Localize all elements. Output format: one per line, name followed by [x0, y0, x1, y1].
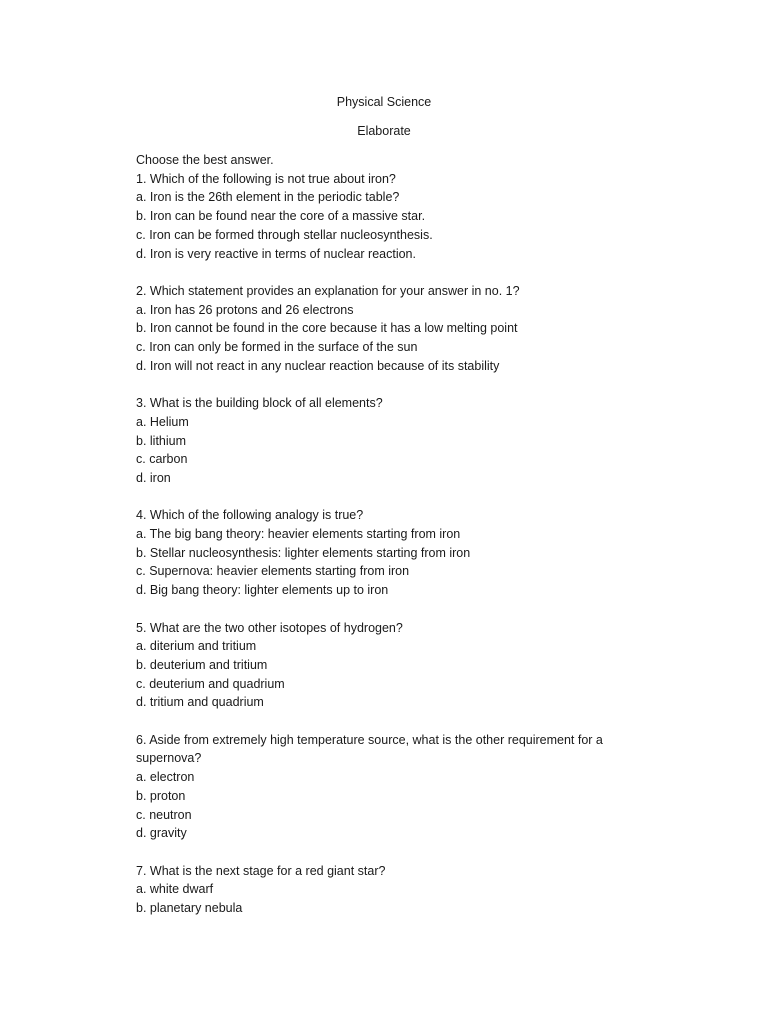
question-4	[136, 506, 636, 600]
question-text: 6. Aside from extremely high temperature source, what is the other requirement for a supernova?	[136, 732, 603, 766]
option-a: a. Iron has 26 protons and 26 electrons	[136, 302, 354, 317]
question-1	[136, 170, 636, 264]
spacer	[136, 712, 636, 731]
question-7	[136, 862, 636, 918]
question-3	[136, 394, 636, 488]
option-a: a. Helium	[136, 414, 189, 429]
option-c: c. Iron can be formed through stellar nucleosynthesis.	[136, 227, 433, 242]
question-text: 2. Which statement provides an explanation for your answer in no. 1?	[136, 283, 520, 298]
question-6	[136, 731, 636, 843]
option-b: b. Iron cannot be found in the core because it has a low melting point	[136, 321, 518, 336]
option-b: b. proton	[136, 788, 186, 803]
question-text: 7. What is the next stage for a red giant star?	[136, 863, 386, 878]
option-c: c. carbon	[136, 452, 188, 467]
option-a: a. electron	[136, 770, 195, 785]
option-d: d. tritium and quadrium	[136, 695, 264, 710]
option-d: d. Iron is very reactive in terms of nuclear reaction.	[136, 246, 416, 261]
option-c: c. Supernova: heavier elements starting from iron	[136, 564, 410, 579]
option-b: b. planetary nebula	[136, 901, 243, 916]
document-subtitle: Elaborate	[357, 124, 411, 138]
option-b: b. Stellar nucleosynthesis: lighter elements starting from iron	[136, 545, 471, 560]
option-d: d. iron	[136, 470, 171, 485]
question-5	[136, 619, 636, 713]
option-c: c. deuterium and quadrium	[136, 676, 285, 691]
spacer	[136, 375, 636, 394]
option-d: d. Iron will not react in any nuclear reaction because of its stability	[136, 358, 500, 373]
option-c: c. neutron	[136, 807, 192, 822]
option-d: d. Big bang theory: lighter elements up to iron	[136, 583, 389, 598]
spacer	[136, 263, 636, 282]
spacer	[136, 843, 636, 862]
spacer	[136, 488, 636, 507]
document-body	[136, 151, 636, 918]
question-text: 4. Which of the following analogy is true?	[136, 508, 364, 523]
option-a: a. diterium and tritium	[136, 639, 257, 654]
option-a: a. The big bang theory: heavier elements starting from iron	[136, 527, 461, 542]
question-2	[136, 282, 636, 376]
question-text: 1. Which of the following is not true about iron?	[136, 171, 396, 186]
question-text: 5. What are the two other isotopes of hydrogen?	[136, 620, 403, 635]
option-d: d. gravity	[136, 826, 187, 841]
document-title: Physical Science	[336, 95, 432, 109]
option-b: b. Iron can be found near the core of a massive star.	[136, 209, 426, 224]
option-a: a. Iron is the 26th element in the periodic table?	[136, 190, 400, 205]
option-c: c. Iron can only be formed in the surface of the sun	[136, 340, 418, 355]
spacer	[136, 600, 636, 619]
option-b: b. deuterium and tritium	[136, 657, 268, 672]
option-b: b. lithium	[136, 433, 187, 448]
instructions: Choose the best answer.	[136, 153, 274, 167]
question-text: 3. What is the building block of all elements?	[136, 396, 383, 411]
option-a: a. white dwarf	[136, 882, 214, 897]
